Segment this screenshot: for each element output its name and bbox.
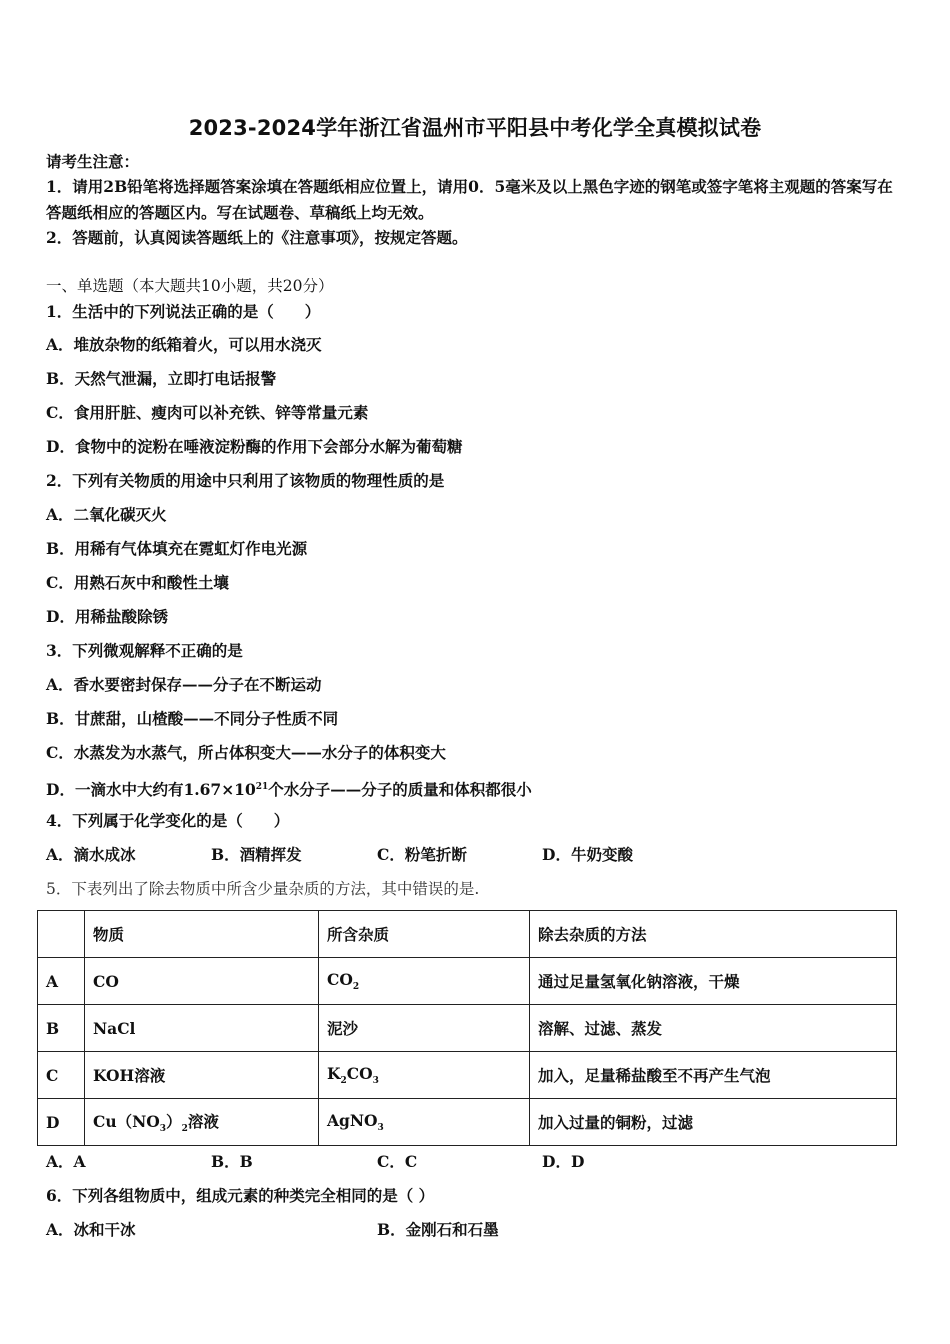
impurity-subscript: 3 <box>372 1076 379 1087</box>
q4-stem: 4．下列属于化学变化的是（ ） <box>46 811 290 830</box>
impurity-subscript: 2 <box>352 982 360 993</box>
table-row <box>38 1052 897 1099</box>
q3-option-d-pre: D．一滴水中大约有1.67×10 <box>46 780 256 800</box>
impurity-subscript: 2 <box>340 1076 347 1087</box>
q1-option-c: C．食用肝脏、瘦肉可以补充铁、锌等常量元素 <box>46 403 369 422</box>
q1-option-a: A．堆放杂物的纸箱着火，可以用水浇灭 <box>46 335 322 354</box>
substance-paren: ） <box>166 1111 182 1131</box>
q5-option-c: C．C <box>377 1152 418 1171</box>
table-header-cell: 除去杂质的方法 <box>530 911 897 958</box>
substance-cell <box>85 1099 319 1146</box>
notice-heading: 请考生注意： <box>46 152 140 171</box>
table-header-cell: 所含杂质 <box>319 911 530 958</box>
impurity-formula-k: K <box>327 1063 341 1083</box>
row-label: A <box>38 958 85 1005</box>
impurity-formula: AgNO <box>327 1110 378 1130</box>
impurity-formula: CO <box>327 969 353 989</box>
row-label: D <box>38 1099 85 1146</box>
impurity-subscript: 3 <box>377 1123 384 1134</box>
table-row <box>38 1099 897 1146</box>
table-header-row <box>38 911 897 958</box>
impurity-cell <box>319 958 530 1005</box>
q4-option-d: D．牛奶变酸 <box>542 845 633 864</box>
q4-option-c: C．粉笔折断 <box>377 845 467 864</box>
q1-stem: 1．生活中的下列说法正确的是（ ） <box>46 302 321 321</box>
substance-subscript: 2 <box>181 1124 188 1135</box>
substance-suffix: 溶液 <box>187 1111 219 1131</box>
table-row <box>38 1005 897 1052</box>
notice-item-1: 1．请用2B铅笔将选择题答案涂填在答题纸相应位置上，请用0．5毫米及以上黑色字迹的钢笔或签字笔将主观题的答案写在答题纸相应的答题区内。写在试题卷、草稿纸上均无效。 <box>46 177 893 222</box>
q6-option-a: A．冰和干冰 <box>46 1220 136 1239</box>
exam-title: 2023-2024学年浙江省温州市平阳县中考化学全真模拟试卷 <box>188 116 762 140</box>
q3-option-a: A．香水要密封保存——分子在不断运动 <box>46 675 322 694</box>
substance-cell: CO <box>85 958 319 1005</box>
table-row <box>38 958 897 1005</box>
q4-option-a: A．滴水成冰 <box>46 845 136 864</box>
q4-option-b: B．酒精挥发 <box>211 845 302 864</box>
method-cell: 溶解、过滤、蒸发 <box>530 1005 897 1052</box>
impurity-cell <box>319 1052 530 1099</box>
q2-stem: 2．下列有关物质的用途中只利用了该物质的物理性质的是 <box>46 471 445 490</box>
substance-cell: NaCl <box>85 1005 319 1052</box>
q5-stem: 5．下表列出了除去物质中所含少量杂质的方法，其中错误的是. <box>46 880 480 898</box>
q5-table <box>37 910 897 1146</box>
q2-option-c: C．用熟石灰中和酸性土壤 <box>46 573 229 592</box>
q2-option-a: A．二氧化碳灭火 <box>46 505 167 524</box>
method-cell: 加入过量的铜粉，过滤 <box>530 1099 897 1146</box>
q5-option-a: A．A <box>46 1152 86 1171</box>
q6-stem: 6．下列各组物质中，组成元素的种类完全相同的是（ ） <box>46 1186 435 1205</box>
impurity-cell: 泥沙 <box>319 1005 530 1052</box>
q2-option-d: D．用稀盐酸除锈 <box>46 607 168 626</box>
q3-option-d-post: 个水分子——分子的质量和体积都很小 <box>268 780 532 800</box>
q3-option-d-exponent: 21 <box>255 782 269 792</box>
table-header-cell: 物质 <box>85 911 319 958</box>
substance-subscript: 3 <box>159 1124 167 1135</box>
method-cell: 加入，足量稀盐酸至不再产生气泡 <box>530 1052 897 1099</box>
row-label: B <box>38 1005 85 1052</box>
q3-option-b: B．甘蔗甜，山楂酸——不同分子性质不同 <box>46 709 339 728</box>
q3-option-c: C．水蒸发为水蒸气，所占体积变大——水分子的体积变大 <box>46 743 446 762</box>
substance-formula: Cu（NO <box>93 1111 160 1131</box>
section-heading: 一、单选题（本大题共10小题，共20分） <box>46 277 334 295</box>
q1-option-b: B．天然气泄漏，立即打电话报警 <box>46 369 277 388</box>
row-label: C <box>38 1052 85 1099</box>
q2-option-b: B．用稀有气体填充在霓虹灯作电光源 <box>46 539 308 558</box>
q6-option-b: B．金刚石和石墨 <box>377 1220 499 1239</box>
notice-item-2: 2．答题前，认真阅读答题纸上的《注意事项》，按规定答题。 <box>46 228 468 247</box>
q3-stem: 3．下列微观解释不正确的是 <box>46 641 243 660</box>
q1-option-d: D．食物中的淀粉在唾液淀粉酶的作用下会部分水解为葡萄糖 <box>46 437 463 456</box>
impurity-formula-co: CO <box>346 1063 373 1083</box>
q5-option-b: B．B <box>211 1152 253 1171</box>
impurity-cell <box>319 1099 530 1146</box>
q5-option-d: D．D <box>542 1152 585 1171</box>
q3-option-d <box>46 777 532 800</box>
substance-cell: KOH溶液 <box>85 1052 319 1099</box>
table-header-cell <box>38 911 85 958</box>
method-cell: 通过足量氢氧化钠溶液，干燥 <box>530 958 897 1005</box>
